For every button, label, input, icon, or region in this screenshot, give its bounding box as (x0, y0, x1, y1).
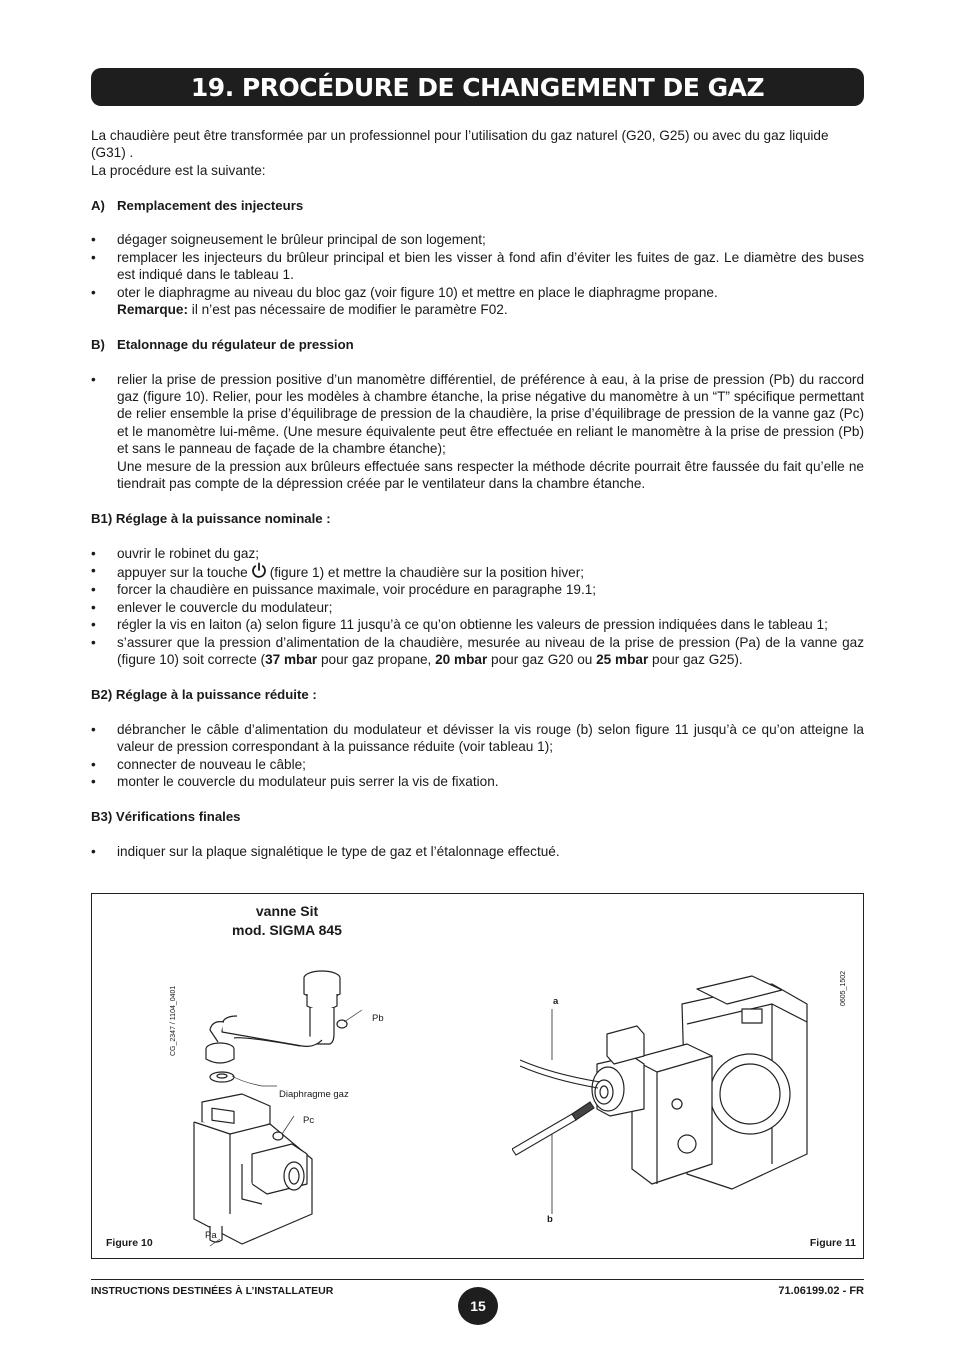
list-item: • ouvrir le robinet du gaz; (91, 545, 864, 562)
document-body (91, 127, 864, 860)
footer-divider (91, 1279, 864, 1280)
list-item: • dégager soigneusement le brûleur principal de son logement; (91, 231, 864, 248)
section-title-banner (91, 68, 864, 106)
label-diaphragme: Diaphragme gaz (279, 1089, 349, 1100)
intro-paragraph: La chaudière peut être transformée par un professionnel pour l’utilisation du gaz naturel (G20, G25) ou avec du gaz liquide (G31) . (91, 128, 829, 161)
figure-box (91, 893, 864, 1259)
section-a-heading: A) Remplacement des injecteurs (91, 197, 304, 213)
list-item: • régler la vis en laiton (a) selon figure 11 jusqu’à ce qu’on obtienne les valeurs de pression indiquées dans le tableau 1; (91, 616, 864, 633)
list-item: • connecter de nouveau le câble; (91, 756, 864, 773)
section-b-list (91, 371, 864, 493)
footer-document-code: 71.06199.02 - FR (778, 1285, 864, 1297)
list-item: • relier la prise de pression positive d’un manomètre différentiel, de préférence à eau, à la prise de pression (Pb) du raccord gaz (figure 10). Relier, pour les modèles à chambre étanche, la prise négative du manomètre à un “T” spécifique permettant de relier ensemble la prise d’équilibrage de pression de la chaudière, la prise d’équilibrage de pression de la vanne gaz (Pc) et le manomètre lui-même. (Une mesure équivalente peut être effectuée en reliant le manomètre à la prise de pression (Pb) et sans le panneau de façade de la chambre étanche); Une mesure de la pression aux brûleurs effectuée sans respecter la méthode décrite pourrait être faussée du fait qu’elle ne tiendrait pas compte de la dépression créée par le ventilateur dans la chambre étanche. (91, 371, 864, 493)
page-number: 15 (470, 1298, 486, 1314)
list-item: • forcer la chaudière en puissance maximale, voir procédure en paragraphe 19.1; (91, 581, 864, 598)
list-item: • débrancher le câble d’alimentation du modulateur et dévisser la vis rouge (b) selon figure 11 jusqu’à ce qu’on atteigne la valeur de pression correspondant à la puissance réduite (voir tableau 1); (91, 721, 864, 756)
page-title: 19. PROCÉDURE DE CHANGEMENT DE GAZ (190, 72, 765, 102)
section-b2-heading: B2) Réglage à la puissance réduite : (91, 686, 317, 702)
footer-installer-note: INSTRUCTIONS DESTINÉES À L’INSTALLATEUR (91, 1285, 334, 1297)
section-b3-list (91, 843, 864, 860)
list-item: • monter le couvercle du modulateur puis serrer la vis de fixation. (91, 773, 864, 790)
section-a-list (91, 231, 864, 318)
drawing-code-right: 0605_1502 (840, 970, 847, 1006)
list-item: • oter le diaphragme au niveau du bloc gaz (voir figure 10) et mettre en place le diaphragme propane. Remarque: il n’est pas nécessaire de modifier le paramètre F02. (91, 284, 864, 319)
list-item: • s’assurer que la pression d’alimentation de la chaudière, mesurée au niveau de la prise de pression (Pa) de la vanne gaz (figure 10) soit correcte (37 mbar pour gaz propane, 20 mbar pour gaz G20 ou 25 mbar pour gaz G25). (91, 634, 864, 669)
page-number-badge (458, 1287, 498, 1325)
intro-paragraph-2: La procédure est la suivante: (91, 162, 266, 178)
section-b-heading: B) Etalonnage du régulateur de pression (91, 336, 354, 352)
caption-figure-11: Figure 11 (809, 1237, 856, 1249)
gas-valve-exploded-drawing (182, 964, 432, 1254)
label-pc: Pc (303, 1115, 315, 1126)
note: Remarque: il n’est pas nécessaire de modifier le paramètre F02. (117, 302, 508, 318)
list-item: • appuyer sur la touche (figure 1) et mettre la chaudière sur la position hiver; (91, 562, 864, 581)
section-b1-list (91, 545, 864, 669)
section-b2-list (91, 721, 864, 791)
caption-figure-10: Figure 10 (106, 1237, 153, 1249)
power-icon (251, 562, 267, 579)
label-a: a (553, 996, 559, 1007)
label-b: b (547, 1214, 553, 1225)
label-pb: Pb (372, 1013, 384, 1024)
label-pa: Pa (205, 1230, 217, 1241)
section-b3-heading: B3) Vérifications finales (91, 808, 241, 824)
drawing-code-left: CG_2347 / 1104_0401 (170, 985, 177, 1056)
list-item: • enlever le couvercle du modulateur; (91, 599, 864, 616)
figure-title: vanne Sit mod. SIGMA 845 (232, 903, 342, 938)
section-b1-heading: B1) Réglage à la puissance nominale : (91, 510, 331, 526)
list-item: • remplacer les injecteurs du brûleur principal et bien les visser à fond afin d’éviter les fuites de gaz. Le diamètre des buses est indiqué dans le tableau 1. (91, 249, 864, 284)
list-item: • indiquer sur la plaque signalétique le type de gaz et l’étalonnage effectué. (91, 843, 864, 860)
